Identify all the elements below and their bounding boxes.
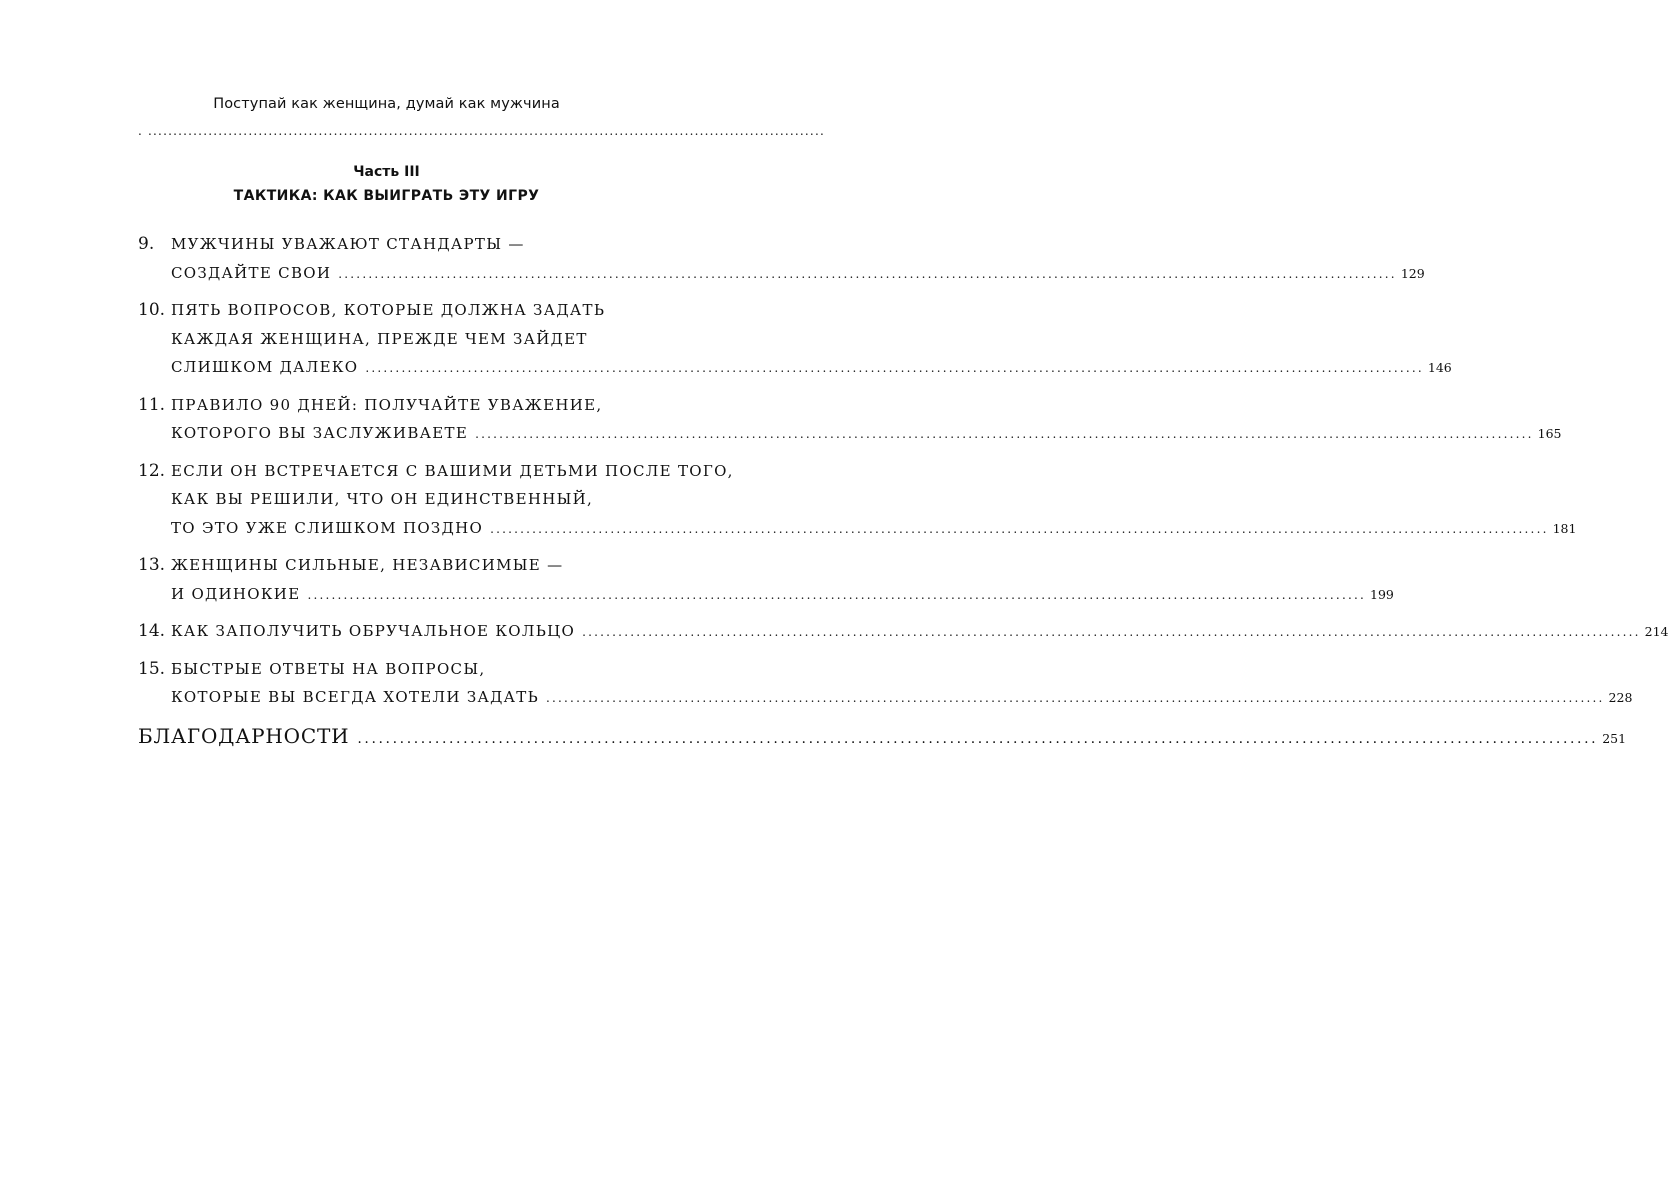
toc-entry-12[interactable]: [138, 457, 1577, 543]
toc-entry-title-line: СЛИШКОМ ДАЛЕКО: [171, 358, 359, 376]
toc-entry-title-line: ПЯТЬ ВОПРОСОВ, КОТОРЫЕ ДОЛЖНА ЗАДАТЬ: [171, 301, 606, 319]
toc-entry-15[interactable]: [138, 655, 1633, 712]
dotted-rule: . .......................................................................................................................................: [138, 124, 825, 138]
toc-entry-page: 146: [1427, 360, 1452, 375]
dot-leader: [546, 684, 1605, 713]
toc-entry-title-line: ПРАВИЛО 90 ДНЕЙ: ПОЛУЧАЙТЕ УВАЖЕНИЕ,: [171, 395, 603, 414]
running-head: Поступай как женщина, думай как мужчина: [213, 96, 560, 112]
toc-entry-number: 10.: [138, 300, 166, 320]
toc-entry-page: 214: [1644, 624, 1669, 639]
toc-entry-number: 11.: [138, 394, 166, 415]
toc-entry-number: 12.: [138, 460, 166, 481]
dot-leader: [307, 581, 1366, 610]
toc-entry-page: 251: [1602, 730, 1627, 746]
toc-entry-11[interactable]: [138, 391, 1562, 448]
toc-entry-title-line: КОТОРОГО ВЫ ЗАСЛУЖИВАЕТЕ: [171, 424, 469, 442]
toc-entry-title-line: ЖЕНЩИНЫ СИЛЬНЫЕ, НЕЗАВИСИМЫЕ —: [171, 556, 564, 574]
dot-leader: [582, 618, 1641, 647]
dot-leader: [338, 260, 1397, 289]
acknowledgements-title: БЛАГОДАРНОСТИ: [138, 723, 350, 748]
toc-entry-13[interactable]: [138, 551, 1394, 608]
part-title: ТАКТИКА: КАК ВЫИГРАТЬ ЭТУ ИГРУ: [233, 188, 540, 204]
toc-entry-title-line: КОТОРЫЕ ВЫ ВСЕГДА ХОТЕЛИ ЗАДАТЬ: [171, 688, 539, 706]
toc-entry-title-line: И ОДИНОКИЕ: [171, 584, 301, 603]
toc-entry-title-line: ТО ЭТО УЖЕ СЛИШКОМ ПОЗДНО: [171, 518, 484, 537]
toc-entry-title-line: СОЗДАЙТЕ СВОИ: [171, 263, 332, 282]
part-label: Часть III: [353, 164, 420, 180]
toc-entry-number: 13.: [138, 555, 166, 575]
toc-entry-14[interactable]: [138, 617, 1669, 646]
toc-entry-page: 228: [1608, 690, 1633, 705]
toc-entry-title-line: КАК ВЫ РЕШИЛИ, ЧТО ОН ЕДИНСТВЕННЫЙ,: [171, 490, 594, 508]
toc-entry-title-line: МУЖЧИНЫ УВАЖАЮТ СТАНДАРТЫ —: [171, 235, 525, 253]
toc-entry-number: 14.: [138, 621, 166, 641]
toc-entry-10[interactable]: [138, 296, 1452, 382]
toc-entry-acknowledgements[interactable]: [138, 721, 1627, 751]
toc-entry-title-line: КАЖДАЯ ЖЕНЩИНА, ПРЕЖДЕ ЧЕМ ЗАЙДЕТ: [171, 329, 588, 348]
toc-entry-number: 9.: [138, 234, 155, 254]
dot-leader: [365, 354, 1424, 383]
dot-leader: [490, 515, 1549, 544]
toc-entry-title-line: КАК ЗАПОЛУЧИТЬ ОБРУЧАЛЬНОЕ КОЛЬЦО: [171, 622, 576, 640]
toc-entry-title-line: ЕСЛИ ОН ВСТРЕЧАЕТСЯ С ВАШИМИ ДЕТЬМИ ПОСЛЕ ТОГО,: [171, 461, 734, 480]
toc-entry-9[interactable]: [138, 230, 1425, 287]
dot-leader: [357, 724, 1598, 754]
toc-entry-number: 15.: [138, 658, 166, 679]
dot-leader: [475, 420, 1534, 449]
table-of-contents: [138, 230, 1669, 751]
toc-entry-page: 199: [1370, 586, 1394, 602]
toc-entry-page: 165: [1537, 426, 1562, 441]
toc-entry-title-line: БЫСТРЫЕ ОТВЕТЫ НА ВОПРОСЫ,: [171, 659, 486, 678]
toc-entry-page: 129: [1400, 265, 1425, 281]
toc-entry-page: 181: [1552, 520, 1577, 536]
